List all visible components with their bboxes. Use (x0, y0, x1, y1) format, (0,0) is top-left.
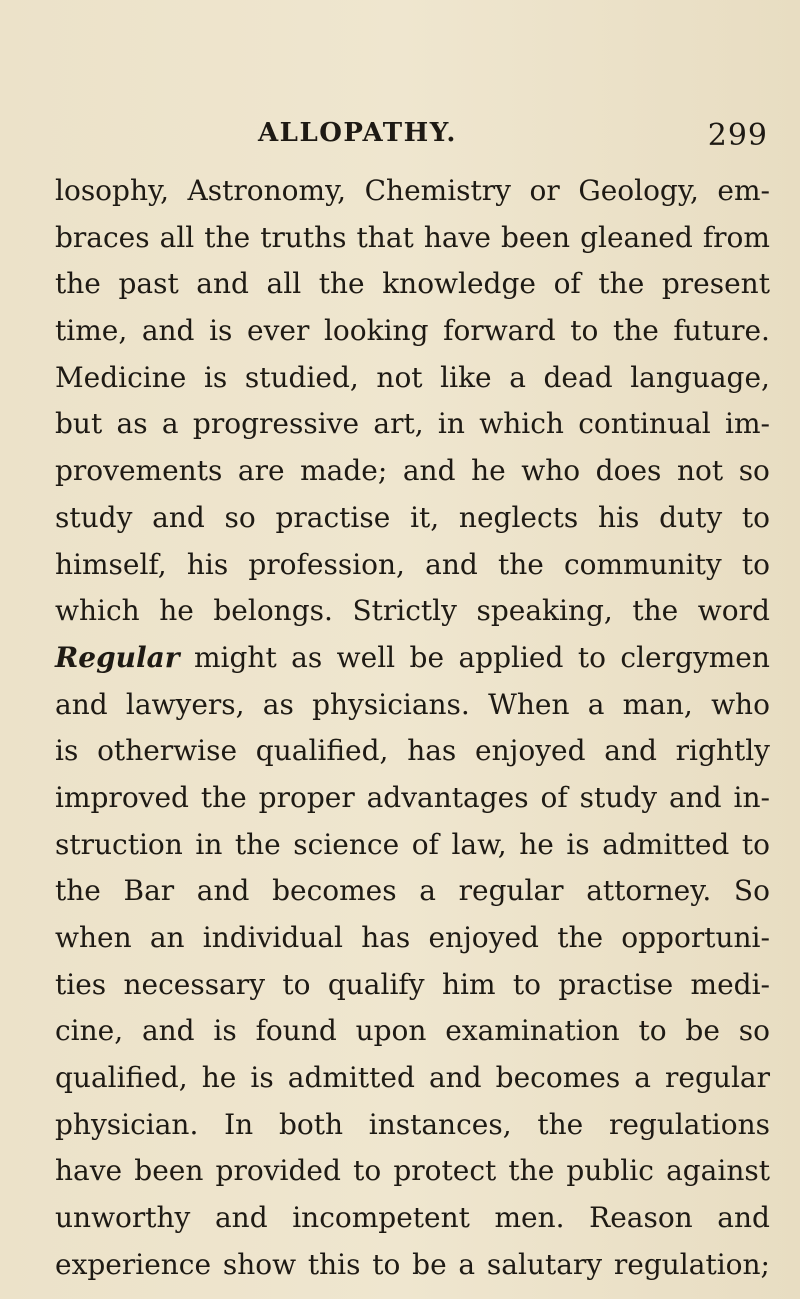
word: enjoyed (475, 734, 586, 768)
text-line (55, 728, 770, 775)
word: Strictly (352, 594, 457, 628)
word: and (604, 734, 657, 768)
word: to (638, 1014, 667, 1048)
word: been (134, 1154, 204, 1188)
word: losophy, (55, 174, 169, 207)
word: public (566, 1154, 654, 1188)
word: and (214, 1201, 268, 1235)
text-line (55, 635, 770, 682)
word: regulations (608, 1107, 770, 1141)
word: truths (260, 220, 347, 254)
word: made; (300, 454, 388, 488)
word: which (55, 594, 140, 628)
word: has (361, 921, 411, 954)
word: admitted (287, 1061, 415, 1095)
italic-word: Regular (55, 640, 180, 674)
text-line (55, 308, 770, 355)
word: clergymen (620, 640, 770, 674)
word: Chemistry (364, 174, 511, 207)
word: the (598, 267, 645, 301)
word: a (634, 1061, 651, 1095)
word: past (118, 267, 179, 301)
word: instances, (368, 1107, 512, 1141)
word: against (666, 1154, 770, 1188)
word: cine, (55, 1014, 124, 1048)
word: and (141, 1014, 195, 1048)
word: that (356, 220, 414, 254)
running-title: ALLOPATHY. (258, 118, 457, 148)
word: are (237, 454, 285, 488)
word: belongs. (213, 594, 333, 628)
word: of (540, 780, 568, 814)
word: this (307, 1247, 361, 1281)
word: regular (458, 874, 564, 908)
word: be (412, 1247, 447, 1281)
word: individual (202, 921, 343, 954)
word: regular (665, 1061, 770, 1095)
running-head (258, 118, 768, 158)
word: science (293, 827, 400, 861)
word: practise (558, 967, 674, 1001)
word: to (353, 1154, 382, 1188)
word: dead (543, 360, 613, 394)
word: he (471, 454, 506, 488)
word: when (55, 921, 132, 954)
word: a (419, 874, 436, 908)
word: an (149, 921, 185, 954)
word: continual (578, 407, 711, 441)
text-line (55, 355, 770, 402)
word: future. (673, 314, 770, 348)
word: the (612, 314, 659, 348)
word: time, (55, 314, 128, 348)
word: neglects (458, 500, 579, 534)
word: the (557, 921, 604, 954)
word: profession, (248, 547, 405, 581)
word: and (196, 267, 249, 301)
word: have (55, 1154, 123, 1188)
word: community (563, 547, 722, 581)
word: Bar (123, 874, 175, 908)
word: he (519, 827, 554, 861)
text-line (55, 915, 770, 962)
word: In (224, 1107, 254, 1141)
word: is (566, 827, 590, 861)
word: well (336, 640, 396, 674)
word: and (141, 314, 195, 348)
word: a (458, 1247, 476, 1281)
word: ever (247, 314, 310, 348)
word: both (278, 1107, 344, 1141)
word: and (196, 874, 250, 908)
word: struction (55, 827, 183, 861)
text-line (55, 1008, 770, 1055)
word: all (159, 220, 195, 254)
word: to (282, 967, 311, 1001)
word: as (116, 407, 148, 441)
word: opportuni- (621, 921, 770, 954)
word: qualified, (55, 1061, 188, 1095)
word: duty (659, 500, 723, 534)
word: ties (55, 967, 107, 1001)
word: attorney. (586, 874, 712, 908)
word: does (595, 454, 662, 488)
word: becomes (272, 874, 397, 908)
word: as (291, 640, 323, 674)
text-line (55, 261, 770, 308)
word: studied, (244, 360, 359, 394)
word: word (697, 594, 770, 628)
word: in (195, 827, 223, 861)
word: the (632, 594, 679, 628)
word: examination (445, 1014, 620, 1048)
word: to (741, 500, 770, 534)
word: but (55, 407, 103, 441)
word: his (186, 547, 229, 581)
word: When (488, 687, 570, 721)
word: himself, (55, 547, 167, 581)
word: im- (725, 407, 770, 441)
word: so (224, 500, 256, 534)
word: the (200, 780, 247, 814)
text-line (55, 1242, 770, 1289)
text-line (55, 775, 770, 822)
text-line (55, 868, 770, 915)
word: So (733, 874, 770, 908)
word: incompetent (292, 1201, 470, 1235)
word: is (203, 360, 228, 394)
word: proper (258, 780, 355, 814)
word: study (579, 780, 658, 814)
word: knowledge (382, 267, 536, 301)
word: which (479, 407, 564, 441)
word: and (55, 687, 108, 721)
word: rightly (675, 734, 770, 768)
word: admitted (602, 827, 730, 861)
word: language, (630, 360, 770, 394)
word: and (425, 547, 478, 581)
text-line (55, 542, 770, 589)
word: been (500, 220, 571, 254)
text-line (55, 1195, 770, 1242)
word: the (55, 874, 101, 908)
word: the (537, 1107, 584, 1141)
text-line (55, 448, 770, 495)
text-line (55, 495, 770, 542)
word: Medicine (55, 360, 187, 394)
word: have (423, 220, 491, 254)
word: the (508, 1154, 555, 1188)
word: be (685, 1014, 720, 1048)
text-line (55, 1102, 770, 1149)
word: looking (323, 314, 429, 348)
word: salutary (486, 1247, 603, 1281)
word: the (497, 547, 544, 581)
word: who (521, 454, 581, 488)
word: improved (55, 780, 189, 814)
word: of (411, 827, 439, 861)
word: so (738, 1014, 770, 1048)
word: or (529, 174, 560, 207)
word: is (209, 314, 233, 348)
word: advantages (366, 780, 529, 814)
word: em- (717, 174, 770, 207)
word: show (222, 1247, 297, 1281)
word: to (512, 967, 541, 1001)
body-text (55, 168, 770, 1289)
text-line (55, 1055, 770, 1102)
word: of (553, 267, 581, 301)
word: is (213, 1014, 237, 1048)
word: practise (275, 500, 391, 534)
word: Reason (589, 1201, 693, 1235)
word: and (428, 1061, 482, 1095)
word: as (262, 687, 294, 721)
word: to (577, 640, 606, 674)
word: a (587, 687, 605, 721)
word: to (570, 314, 599, 348)
word: him (441, 967, 496, 1001)
word: is (55, 734, 79, 768)
text-line (55, 588, 770, 635)
word: to (741, 547, 770, 581)
word: protect (393, 1154, 497, 1188)
text-line (55, 215, 770, 262)
word: regulation; (613, 1247, 770, 1281)
word: the (234, 827, 281, 861)
word: medi- (690, 967, 770, 1001)
text-line (55, 682, 770, 729)
word: not (376, 360, 423, 394)
word: so (738, 454, 770, 488)
word: study (55, 500, 133, 534)
word: enjoyed (428, 921, 539, 954)
word: qualify (327, 967, 425, 1001)
word: in (437, 407, 465, 441)
word: lawyers, (125, 687, 245, 721)
text-line (55, 1148, 770, 1195)
word: experience (55, 1247, 212, 1281)
word: the (204, 220, 251, 254)
word: becomes (495, 1061, 621, 1095)
text-line (55, 401, 770, 448)
word: who (711, 687, 770, 721)
word: from (702, 220, 770, 254)
word: and (717, 1201, 770, 1235)
word: might (194, 640, 277, 674)
word: be (409, 640, 445, 674)
word: a (509, 360, 526, 394)
word: Astronomy, (187, 174, 347, 207)
word: and (402, 454, 456, 488)
word: it, (410, 500, 440, 534)
word: in- (733, 780, 770, 814)
word: gleaned (580, 220, 693, 254)
word: Geology, (578, 174, 699, 207)
word: provided (215, 1154, 341, 1188)
word: all (266, 267, 302, 301)
text-line (55, 962, 770, 1009)
word: provements (55, 454, 223, 488)
word: the (55, 267, 101, 301)
word: man, (622, 687, 693, 721)
word: he (201, 1061, 237, 1095)
word: not (676, 454, 724, 488)
word: physicians. (312, 687, 470, 721)
word: men. (494, 1201, 565, 1235)
word: otherwise (97, 734, 238, 768)
word: his (598, 500, 640, 534)
word: progressive (192, 407, 360, 441)
word: braces (55, 220, 150, 254)
word: a (161, 407, 179, 441)
word: present (661, 267, 770, 301)
word: and (668, 780, 722, 814)
word: physician. (55, 1107, 199, 1141)
word: has (407, 734, 457, 768)
word: like (440, 360, 492, 394)
word: art, (373, 407, 424, 441)
word: and (152, 500, 205, 534)
word: he (159, 594, 194, 628)
word: the (318, 267, 365, 301)
word: speaking, (476, 594, 613, 628)
word: forward (443, 314, 556, 348)
word: applied (458, 640, 564, 674)
word: necessary (123, 967, 266, 1001)
text-line (55, 168, 770, 215)
page-number: 299 (707, 118, 768, 153)
text-line (55, 822, 770, 869)
word: law, (451, 827, 507, 861)
word: to (741, 827, 770, 861)
word: is (250, 1061, 274, 1095)
word: to (372, 1247, 401, 1281)
word: unworthy (55, 1201, 191, 1235)
word: found (255, 1014, 337, 1048)
word: upon (355, 1014, 427, 1048)
word: qualified, (255, 734, 389, 768)
